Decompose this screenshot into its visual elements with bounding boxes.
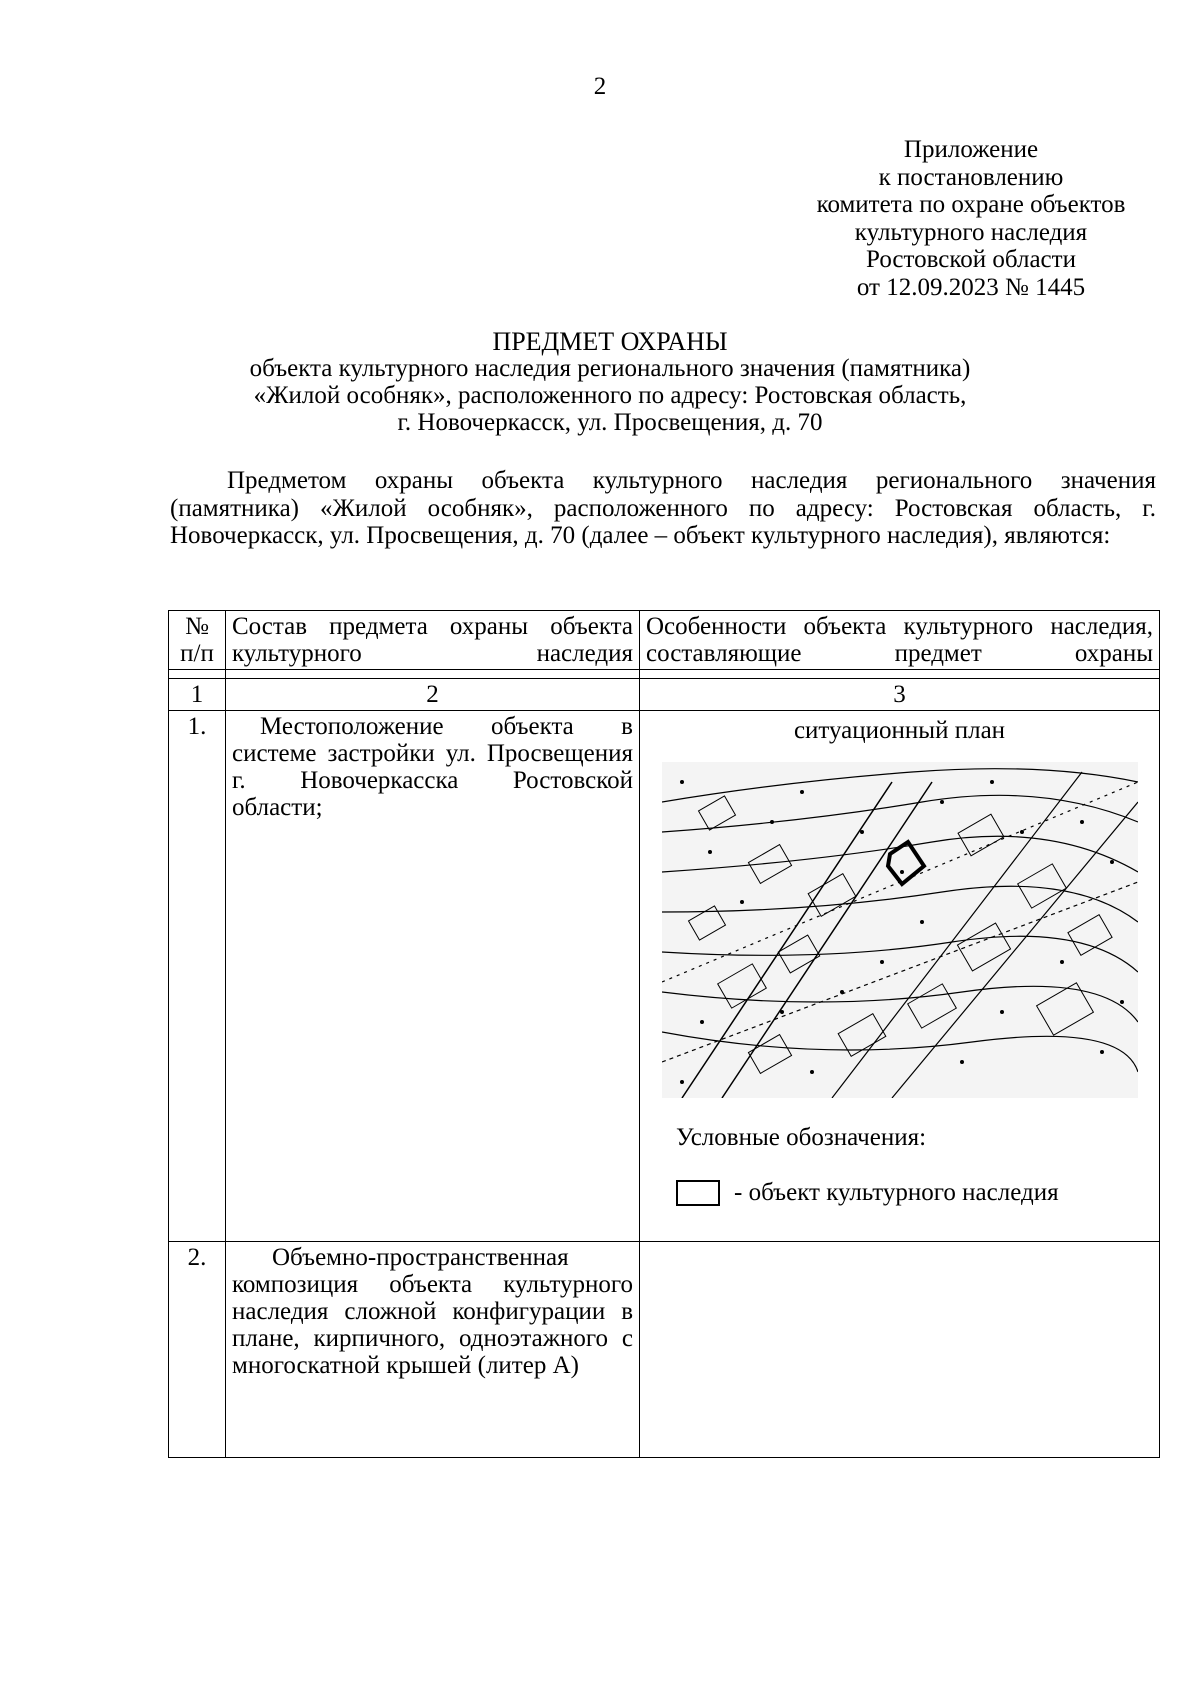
heading-line: «Жилой особняк», расположенного по адресу: Ростовская область, — [253, 382, 967, 409]
table-separator — [169, 670, 1160, 679]
legend-row — [676, 1179, 1153, 1206]
document-heading — [190, 328, 1030, 436]
document-title: ПРЕДМЕТ ОХРАНЫ — [492, 327, 728, 356]
heading-line: объекта культурного наследия регионального значения (памятника) — [249, 355, 971, 382]
situation-plan-map — [662, 762, 1138, 1098]
appendix-line: к постановлению — [878, 163, 1064, 191]
column-number-row — [169, 679, 1160, 711]
row-number: 2. — [169, 1242, 226, 1458]
header-number: № п/п — [169, 611, 226, 670]
header-composition: Состав предмета охраны объекта культурного наследия — [226, 611, 640, 670]
row-composition: Объемно-пространственная композиция объекта культурного наследия сложной конфигурации в плане, кирпичного, одноэтажного с многоскатной крышей (литер А) — [226, 1242, 640, 1458]
column-number: 1 — [169, 679, 226, 711]
page-number: 2 — [593, 73, 607, 100]
column-number: 2 — [226, 679, 640, 711]
appendix-line: культурного наследия — [854, 218, 1088, 246]
table-row — [169, 1242, 1160, 1458]
table-header-row — [169, 611, 1160, 670]
appendix-date-line: от 12.09.2023 № 1445 — [856, 273, 1086, 301]
column-number: 3 — [640, 679, 1160, 711]
legend-square-icon — [676, 1180, 720, 1206]
heading-line: г. Новочеркасск, ул. Просвещения, д. 70 — [397, 409, 823, 436]
header-features: Особенности объекта культурного наследия, составляющие предмет охраны — [640, 611, 1160, 670]
legend-title: Условные обозначения: — [676, 1124, 927, 1151]
intro-paragraph: Предметом охраны объекта культурного наследия регионального значения (памятника) «Жилой особняк», расположенного по адресу: Ростовская область, г. Новочеркасск, ул. Просвещения, д. 70 (далее – объект культурного наследия), являются: — [170, 467, 1156, 549]
row-number: 1. — [169, 711, 226, 1242]
table-row — [169, 711, 1160, 1242]
legend-label: - объект культурного наследия — [734, 1179, 1059, 1206]
appendix-line: комитета по охране объектов — [816, 191, 1126, 218]
appendix-line: Приложение — [903, 136, 1039, 163]
appendix-line: Ростовской области — [866, 246, 1076, 273]
situation-plan-title: ситуационный план — [793, 717, 1006, 744]
protection-subject-table — [168, 610, 1160, 1458]
appendix-block — [776, 136, 1166, 301]
row-composition: Местоположение объекта в системе застройки ул. Просвещения г. Новочеркасска Ростовской области; — [226, 711, 640, 1242]
row-features — [640, 711, 1160, 1242]
row-features — [640, 1242, 1160, 1458]
